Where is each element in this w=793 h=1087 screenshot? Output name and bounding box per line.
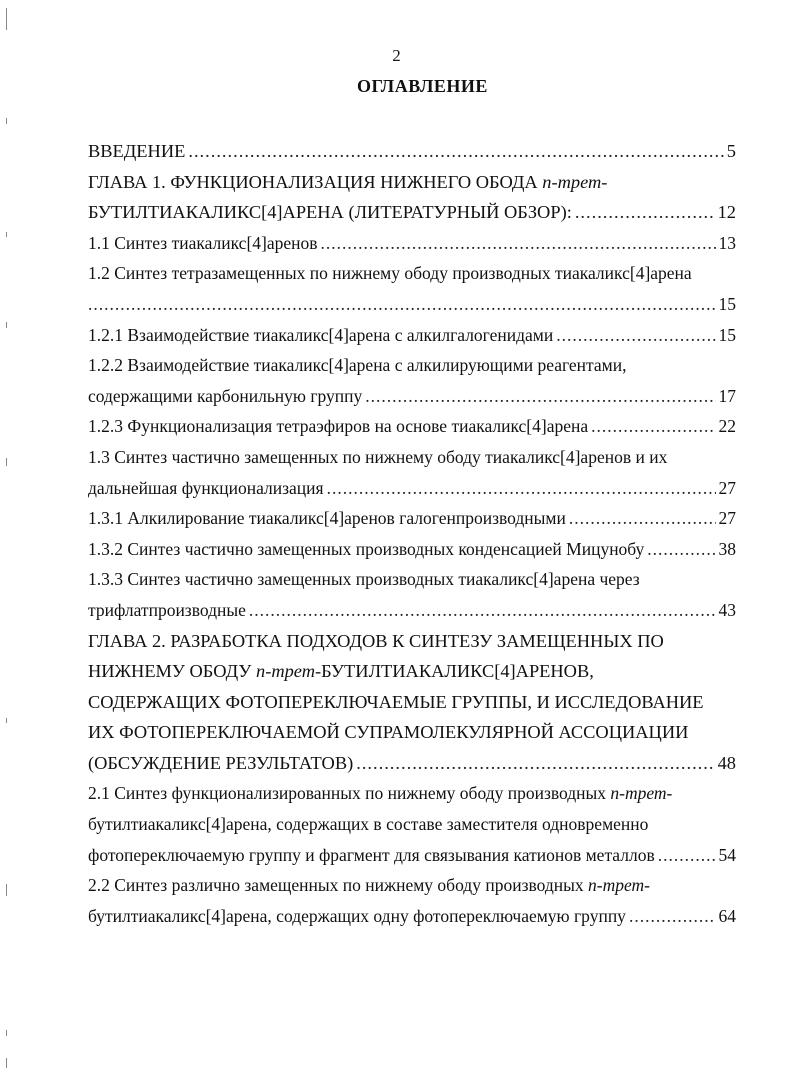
toc-entry-text: 1.3.1 Алкилирование тиакаликс[4]аренов галогенпроизводными [88, 508, 566, 529]
toc-entry-italic: п-трет- [588, 875, 650, 896]
toc-page-number: 15 [718, 324, 736, 345]
toc-entry-1-2-3[interactable] [88, 411, 736, 442]
toc-entry-1-3-3[interactable] [88, 564, 736, 625]
toc-page-number: 17 [718, 385, 736, 406]
dot-leader [647, 534, 715, 565]
toc-entry-italic: п-трет- [610, 783, 673, 804]
table-of-contents [88, 136, 736, 931]
toc-entry-text: бутилтиакаликс[4]арена, содержащих в составе заместителя одновременно [88, 814, 649, 835]
left-margin-scan-marks [0, 0, 14, 1087]
toc-entry-text: дальнейшая функционализация [88, 477, 324, 498]
toc-entry-1-2-1[interactable] [88, 320, 736, 351]
toc-title: ОГЛАВЛЕНИЕ [357, 76, 488, 96]
dot-leader [188, 136, 723, 167]
toc-entry-text: СОДЕРЖАЩИХ ФОТОПЕРЕКЛЮЧАЕМЫЕ ГРУППЫ, И ИССЛЕДОВАНИЕ [88, 691, 704, 712]
toc-entry-text: содержащими карбонильную группу [88, 385, 363, 406]
toc-entry-text: 1.3.2 Синтез частично замещенных производных конденсацией Мицунобу [88, 538, 645, 559]
toc-entry-text: бутилтиакаликс[4]арена, содержащих одну фотопереключаемую группу [88, 905, 626, 926]
toc-entry-text: (ОБСУЖДЕНИЕ РЕЗУЛЬТАТОВ) [88, 752, 354, 773]
toc-entry-text: ИХ ФОТОПЕРЕКЛЮЧАЕМОЙ СУПРАМОЛЕКУЛЯРНОЙ АССОЦИАЦИИ [88, 722, 689, 743]
toc-page-number: 48 [717, 752, 736, 773]
toc-entry-text: 1.3.3 Синтез частично замещенных производных тиакаликс[4]арена через [88, 569, 640, 590]
toc-entry-text: трифлатпроизводные [88, 599, 246, 620]
toc-entry-text: ВВЕДЕНИЕ [88, 141, 186, 161]
dot-leader [575, 197, 715, 228]
dot-leader [556, 320, 715, 351]
toc-entry-text: 1.2.2 Взаимодействие тиакаликс[4]арена с алкилирующими реагентами, [88, 355, 627, 376]
toc-entry-text: ГЛАВА 2. РАЗРАБОТКА ПОДХОДОВ К СИНТЕЗУ ЗАМЕЩЕННЫХ ПО [88, 630, 664, 651]
toc-page-number: 15 [718, 293, 736, 314]
toc-entry-text: 2.2 Синтез различно замещенных по нижнему ободу производных [88, 875, 589, 896]
toc-entry-text: 1.2.3 Функционализация тетраэфиров на основе тиакаликс[4]арена [88, 416, 589, 437]
dot-leader [629, 901, 716, 932]
toc-entry-text: 1.3 Синтез частично замещенных по нижнему ободу тиакаликс[4]аренов и их [88, 446, 668, 467]
toc-entry-chapter-1[interactable] [88, 167, 736, 228]
toc-page-number: 13 [718, 232, 736, 253]
toc-entry-text: 1.2 Синтез тетразамещенных по нижнему ободу производных тиакаликс[4]арена [88, 263, 692, 284]
dot-leader [569, 503, 716, 534]
toc-entry-2-1[interactable] [88, 778, 736, 870]
toc-entry-1-3-1[interactable] [88, 503, 736, 534]
toc-page-number: 27 [718, 477, 736, 498]
toc-entry-text: 1.1 Синтез тиакаликс[4]аренов [88, 232, 318, 253]
toc-page-number: 54 [718, 844, 736, 865]
toc-entry-chapter-2[interactable] [88, 626, 736, 779]
toc-entry-italic: п-трет- [256, 661, 322, 682]
toc-entry-text: ГЛАВА 1. ФУНКЦИОНАЛИЗАЦИЯ НИЖНЕГО ОБОДА [88, 171, 543, 192]
toc-entry-1-2-2[interactable] [88, 350, 736, 411]
toc-page-number: 5 [726, 141, 736, 161]
dot-leader [88, 289, 716, 320]
toc-page-number: 38 [718, 538, 736, 559]
toc-entry-text: БУТИЛТИАКАЛИКС[4]АРЕНОВ, [321, 661, 594, 682]
toc-page-number: 22 [718, 416, 736, 437]
toc-entry-text: 1.2.1 Взаимодействие тиакаликс[4]арена с алкилгалогенидами [88, 324, 554, 345]
toc-entry-text: 2.1 Синтез функционализированных по нижнему ободу производных [88, 783, 611, 804]
toc-entry-text: фотопереключаемую группу и фрагмент для связывания катионов металлов [88, 844, 655, 865]
toc-entry-1-2[interactable] [88, 258, 736, 319]
toc-entry-italic: п-трет- [542, 171, 608, 192]
toc-page-number: 64 [718, 905, 736, 926]
toc-page-number: 27 [718, 508, 736, 529]
toc-entry-introduction[interactable] [88, 136, 736, 167]
dot-leader [591, 411, 715, 442]
toc-entry-1-3[interactable] [88, 442, 736, 503]
dot-leader [658, 840, 716, 871]
toc-entry-text: НИЖНЕМУ ОБОДУ [88, 661, 256, 682]
dot-leader [365, 381, 715, 412]
toc-entry-1-1[interactable] [88, 228, 736, 259]
dot-leader [321, 228, 716, 259]
toc-entry-1-3-2[interactable] [88, 534, 736, 565]
toc-page-number: 43 [718, 599, 736, 620]
toc-entry-text: БУТИЛТИАКАЛИКС[4]АРЕНА (ЛИТЕРАТУРНЫЙ ОБЗОР): [88, 202, 572, 223]
dot-leader [249, 595, 716, 626]
page-number: 2 [392, 46, 401, 65]
dot-leader [327, 473, 716, 504]
toc-entry-2-2[interactable] [88, 870, 736, 931]
toc-page-number: 12 [717, 202, 736, 223]
dot-leader [356, 748, 714, 779]
